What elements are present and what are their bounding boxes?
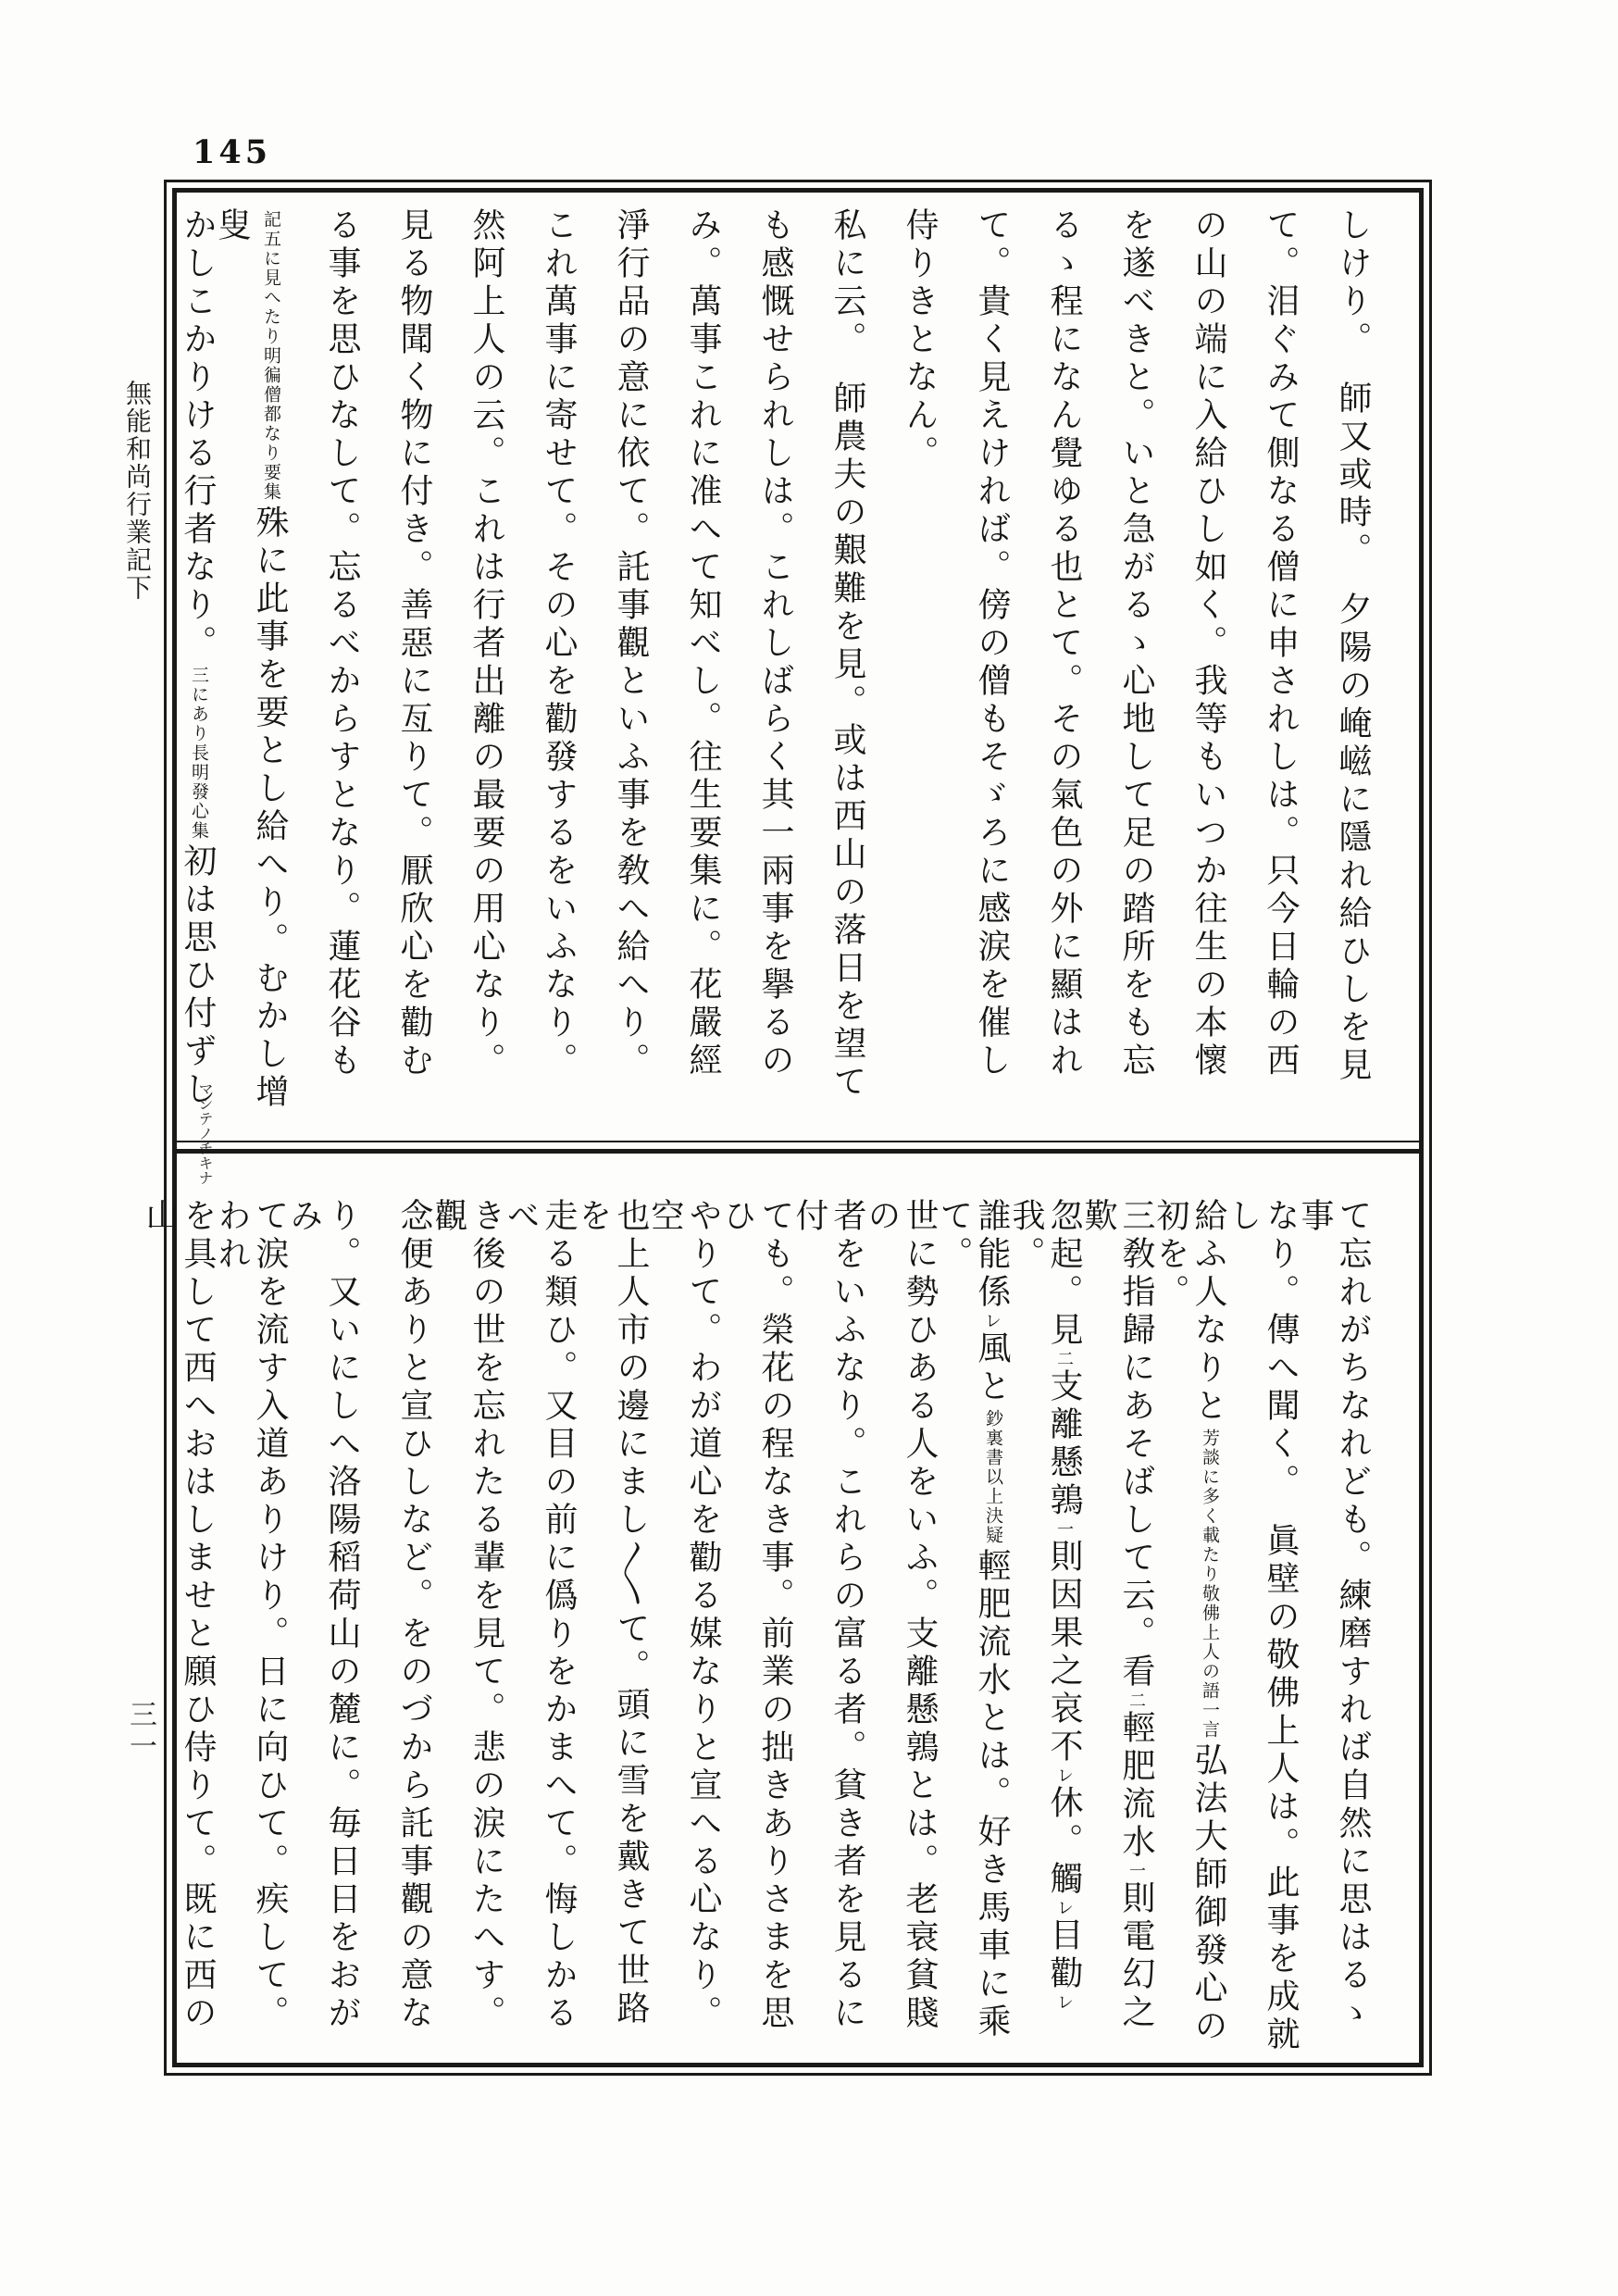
text-column bbox=[214, 1198, 289, 2059]
text-run: 弘法大師御發心の初を。 bbox=[1152, 1198, 1227, 2046]
text-column bbox=[936, 1198, 1011, 2059]
text-column bbox=[1334, 207, 1372, 1133]
text-run: 者をいふなり。これらの富る者。貧き者を見るに付 bbox=[791, 1198, 866, 2033]
warichu-line: 長明發心集 bbox=[189, 743, 208, 841]
margin-title: 無能和尚行業記下 bbox=[122, 380, 151, 602]
text-run: 殊に此事を要とし給へり。むかし bbox=[252, 505, 289, 1074]
text-column bbox=[756, 207, 794, 1133]
text-run: て涙を流す入道ありけり。日に向ひて。疾して。われ bbox=[214, 1198, 289, 2033]
warichu-line: 三にあり bbox=[189, 666, 208, 743]
text-run: 侍りきとなん。 bbox=[902, 207, 939, 473]
text-run: ても。榮花の程なき事。前業の拙きありさまを思ひ bbox=[719, 1198, 794, 2033]
base-text: 增叟 bbox=[214, 207, 289, 1112]
kaeriten-mark: レ bbox=[1055, 1899, 1074, 1917]
text-column bbox=[1189, 207, 1227, 1133]
text-run: 風と bbox=[974, 1330, 1011, 1406]
text-column bbox=[575, 1198, 650, 2059]
warichu-line: 以上決疑 bbox=[983, 1467, 1002, 1545]
kaeriten-mark: レ bbox=[1055, 1993, 1074, 2012]
warichu-line: 芳談に多く載たり bbox=[1200, 1429, 1219, 1584]
text-run: 淨行品の意に依て。託事觀といふ事を敎へ給へり。 bbox=[613, 207, 650, 1080]
text-column bbox=[395, 207, 433, 1133]
text-column bbox=[503, 1198, 578, 2059]
inline-warichu-note bbox=[1200, 1429, 1218, 1740]
text-run: 私に云。 師農夫の艱難を見。或は西山の落日を望て bbox=[829, 207, 866, 1102]
text-column bbox=[1045, 207, 1083, 1133]
text-column bbox=[286, 1198, 361, 2059]
kaeriten-mark: 二 bbox=[1127, 1691, 1146, 1710]
text-column bbox=[395, 1198, 433, 2059]
text-block-top bbox=[174, 207, 1418, 1185]
text-run: を遂べきと。いと急がるゝ心地して足の踏所をも忘 bbox=[1118, 207, 1155, 1080]
kaeriten-mark: レ bbox=[983, 1312, 1002, 1330]
text-run: 支離懸鶉 bbox=[1046, 1368, 1083, 1520]
text-run: り。又いにしへ洛陽稻荷山の麓に。毎日日をおがみ bbox=[286, 1198, 361, 2033]
text-run: 念便ありと宣ひしなど。をのづから託事觀の意な bbox=[396, 1198, 433, 2033]
text-block-bottom bbox=[142, 1198, 1418, 2059]
text-column bbox=[1262, 207, 1300, 1133]
text-run: 誰能係 bbox=[974, 1198, 1011, 1312]
text-column bbox=[323, 207, 361, 1133]
text-run: 初は思ひ付ずし bbox=[180, 843, 217, 1109]
text-run: 休。觸 bbox=[1046, 1785, 1083, 1899]
text-run: 忽起。見 bbox=[1046, 1198, 1083, 1350]
text-column bbox=[1152, 1198, 1227, 2059]
text-column bbox=[1080, 1198, 1155, 2059]
text-column bbox=[684, 207, 722, 1133]
text-run: も感慨せられしは。これしばらく其一兩事を擧るの bbox=[757, 207, 794, 1080]
text-column bbox=[540, 207, 578, 1133]
sheet-number: 三一 bbox=[125, 1700, 156, 1763]
text-run: 目勸 bbox=[1046, 1917, 1083, 1993]
text-column bbox=[719, 1198, 794, 2059]
inline-warichu-note bbox=[261, 210, 280, 502]
folio-number: 145 bbox=[193, 133, 272, 171]
kaeriten-mark: 一 bbox=[1127, 1862, 1146, 1880]
text-run: 則因果之哀不 bbox=[1046, 1539, 1083, 1766]
text-column bbox=[1117, 207, 1155, 1133]
text-run: 三敎指歸にあそばして云。看 bbox=[1118, 1198, 1155, 1691]
text-run: かしこかりける行者なり。 bbox=[180, 207, 217, 663]
text-run: 則電幻之歎 bbox=[1080, 1198, 1155, 2032]
text-column bbox=[647, 1198, 722, 2059]
text-run: やりて。わが道心を勸る媒なりと宣へる心なり。空 bbox=[647, 1198, 722, 2033]
text-run: しけり。 師又或時。 夕陽の崦嵫に隱れ給ひしを見 bbox=[1335, 207, 1372, 1085]
text-run: るゝ程になん覺ゆる也とて。その氣色の外に顯はれ bbox=[1046, 207, 1083, 1080]
warichu-line: 明徧僧都なり要集 bbox=[261, 346, 280, 502]
kaeriten-mark: レ bbox=[1055, 1766, 1074, 1785]
kaeriten-mark: 一 bbox=[1055, 1520, 1074, 1539]
text-run: て。泪ぐみて側なる僧に申されしは。只今日輪の西 bbox=[1263, 207, 1300, 1080]
text-run: て忘れがちなれども。練磨すれば自然に思はるゝ事 bbox=[1297, 1198, 1372, 2033]
inline-warichu-note bbox=[983, 1409, 1002, 1545]
inline-warichu-note bbox=[189, 666, 207, 841]
text-column bbox=[1008, 1198, 1083, 2059]
warichu-line: 鈔裏書 bbox=[983, 1409, 1002, 1467]
text-run: 輕肥流水 bbox=[1118, 1710, 1155, 1862]
text-run: み。萬事これに准へて知べし。往生要集に。花嚴經 bbox=[685, 207, 722, 1080]
text-run: 輕肥流水とは。好き馬車に乘て。 bbox=[936, 1198, 1011, 2041]
text-column bbox=[791, 1198, 866, 2059]
text-column bbox=[1225, 1198, 1300, 2059]
text-column bbox=[430, 1198, 505, 2059]
warichu-line: 敬佛上人の語一言 bbox=[1200, 1584, 1219, 1740]
text-column bbox=[973, 207, 1011, 1133]
text-column bbox=[179, 207, 217, 1133]
text-run: 也上人市の邊にまし〱て。頭に雪を戴きて世路を bbox=[575, 1198, 650, 2028]
text-run: 世に勢ひある人をいふ。支離懸鶉とは。老衰貧賤の bbox=[864, 1198, 939, 2033]
text-run: 走る類ひ。又目の前に僞りをかまへて。悔しかるべ bbox=[503, 1198, 578, 2033]
text-run: 給ふ人なりと bbox=[1190, 1198, 1227, 1426]
text-run: 見る物聞く物に付き。善惡に亙りて。厭欣心を勸む bbox=[396, 207, 433, 1080]
text-run: を具して西へおはしませと願ひ侍りて。既に西の山 bbox=[142, 1198, 217, 2033]
text-column bbox=[828, 207, 866, 1133]
text-column bbox=[864, 1198, 939, 2059]
text-run: る事を思ひなして。忘るべからすとなり。蓮花谷も bbox=[324, 207, 361, 1080]
text-column bbox=[612, 207, 650, 1133]
kaeriten-mark: 二 bbox=[1055, 1350, 1074, 1368]
warichu-line: 記五に見へたり bbox=[261, 210, 280, 346]
side-kana-note: マシテノチキナ bbox=[196, 1081, 212, 1185]
text-run: 我。 bbox=[1008, 1198, 1045, 1274]
text-column bbox=[467, 207, 505, 1133]
text-run: て。貴く見えければ。傍の僧もそゞろに感涙を催し bbox=[974, 207, 1011, 1080]
text-run: これ萬事に寄せて。その心を勸發するをいふなり。 bbox=[541, 207, 578, 1080]
text-column bbox=[901, 207, 939, 1133]
text-run: なり。傳へ聞く。 眞壁の敬佛上人は。此事を成就し bbox=[1225, 1198, 1300, 2054]
text-run: 然阿上人の云。これは行者出離の最要の用心なり。 bbox=[468, 207, 505, 1080]
text-column bbox=[1297, 1198, 1372, 2059]
text-run: の山の端に入給ひし如く。我等もいつか往生の本懷 bbox=[1190, 207, 1227, 1080]
text-column bbox=[142, 1198, 217, 2059]
text-run: き後の世を忘れたる輩を見て。悲の涙にたへす。觀 bbox=[430, 1198, 505, 2033]
block-divider-rule bbox=[176, 1141, 1420, 1154]
